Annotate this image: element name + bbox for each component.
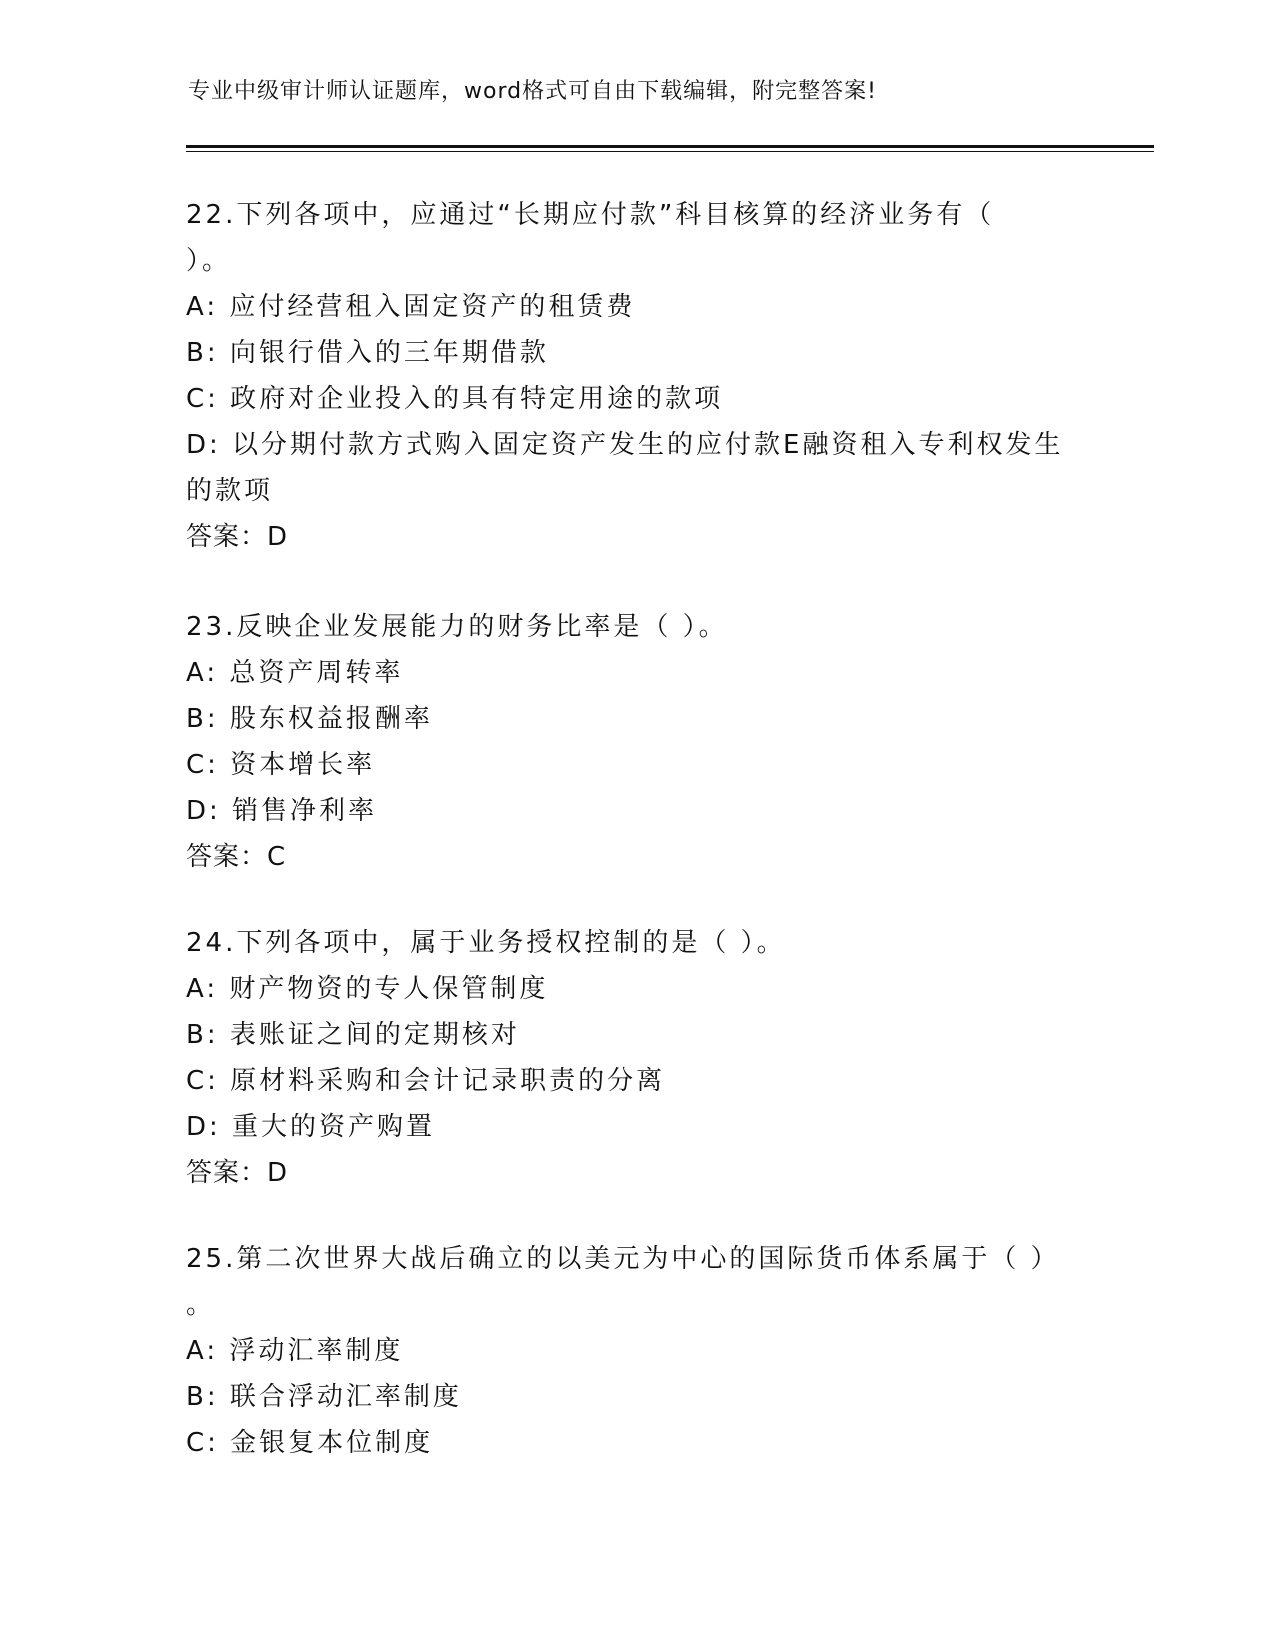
option-a: A: 财产物资的专人保管制度 xyxy=(186,974,549,1004)
question-24 xyxy=(186,920,1086,1196)
answer-label: 答案：D xyxy=(186,522,289,552)
question-stem: 25.第二次世界大战后确立的以美元为中心的国际货币体系属于（ ） xyxy=(186,1244,1060,1274)
answer-label: 答案：D xyxy=(186,1158,289,1188)
option-a: A: 浮动汇率制度 xyxy=(186,1336,404,1366)
option-c: C: 原材料采购和会计记录职责的分离 xyxy=(186,1066,666,1096)
option-b: B: 股东权益报酬率 xyxy=(186,704,433,734)
question-23 xyxy=(186,604,1086,880)
option-d: D: 重大的资产购置 xyxy=(186,1112,436,1142)
question-stem: 。 xyxy=(186,1290,216,1320)
option-c: C: 政府对企业投入的具有特定用途的款项 xyxy=(186,384,724,414)
option-b: B: 表账证之间的定期核对 xyxy=(186,1020,520,1050)
option-b: B: 联合浮动汇率制度 xyxy=(186,1382,462,1412)
option-d: D: 销售净利率 xyxy=(186,796,378,826)
question-stem: 23.反映企业发展能力的财务比率是（ ）。 xyxy=(186,612,728,642)
question-25 xyxy=(186,1236,1086,1466)
option-a: A: 应付经营租入固定资产的租赁费 xyxy=(186,292,636,322)
option-d: D: 以分期付款方式购入固定资产发生的应付款E融资租入专利权发生 xyxy=(186,430,1064,460)
question-22 xyxy=(186,192,1086,560)
question-stem: 24.下列各项中，属于业务授权控制的是（ ）。 xyxy=(186,928,786,958)
option-a: A: 总资产周转率 xyxy=(186,658,404,688)
answer-label: 答案：C xyxy=(186,842,287,872)
option-c: C: 金银复本位制度 xyxy=(186,1428,434,1458)
header-divider xyxy=(186,145,1154,148)
option-b: B: 向银行借入的三年期借款 xyxy=(186,338,549,368)
header-divider-thin xyxy=(186,151,1154,152)
option-d-continued: 的款项 xyxy=(186,476,274,506)
question-stem: ）。 xyxy=(186,246,232,276)
page-header: 专业中级审计师认证题库，word格式可自由下载编辑，附完整答案! xyxy=(188,79,877,104)
question-stem: 22.下列各项中，应通过“长期应付款”科目核算的经济业务有（ xyxy=(186,200,995,230)
option-c: C: 资本增长率 xyxy=(186,750,376,780)
